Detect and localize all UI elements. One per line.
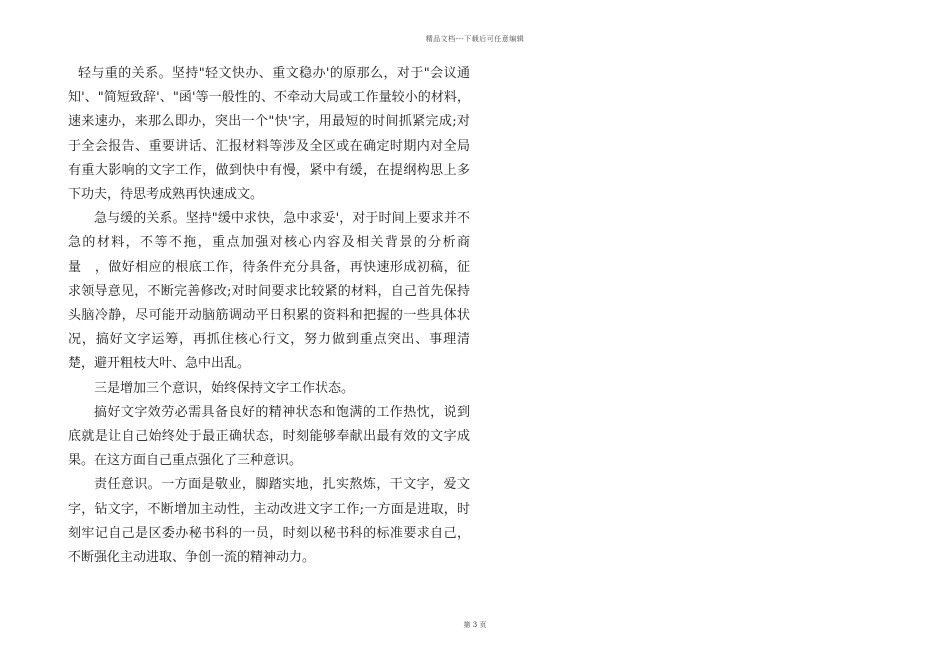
page-number: 第 3 页 (463, 621, 487, 629)
paragraph-three-awareness-heading: 三是增加三个意识，始终保持文字工作状态。 (94, 380, 355, 396)
paragraph-responsibility: 责任意识。一方面是敬业，脚踏实地，扎实熬炼，干文字，爱文字，钻文字，不断增加主动性，主动改进文字工作;一方面是进取，时刻牢记自己是区委办秘书科的一员，时刻以秘书科的标准要求自己，不断强化主动进取、争创一流的精神动力。 (68, 477, 470, 566)
page-header: 精品文档---下载后可任意编辑 (425, 35, 525, 43)
paragraph-spirit-state: 搞好文字效劳必需具备良好的精神状态和饱满的工作热忱，说到底就是让自己始终处于最正确状态，时刻能够奉献出最有效的文字成果。在这方面自己重点强化了三种意识。 (68, 404, 470, 469)
paragraph-light-heavy: 轻与重的关系。坚持"轻文快办、重文稳办'的原那么，对于"会议通知'、"简短致辞'、"函'等一般性的、不牵动大局或工作量较小的材料，速来速办，来那么即办，突出一个"快'字，用最短的时间抓紧完成;对于全会报告、重要讲话、汇报材料等涉及全区或在确定时期内对全局有重大影响的文字工作，做到快中有慢，紧中有缓，在提纲构思上多下功夫，待思考成熟再快速成文。 (68, 66, 470, 203)
document-body (68, 62, 470, 570)
paragraph-urgent-slow: 急与缓的关系。坚持"缓中求快，急中求妥'，对于时间上要求并不急的材料，不等不拖，重点加强对核心内容及相关背景的分析商量 ，做好相应的根底工作，待条件充分具备，再快速形成初稿，征求领导意见，不断完善修改;对时间要求比较紧的材料，自己首先保持头脑冷静，尽可能开动脑筋调动平日积累的资料和把握的一些具体状况，搞好文字运筹，再抓住核心行文，努力做到重点突出、事理清楚，避开粗枝大叶、急中出乱。 (68, 211, 470, 372)
